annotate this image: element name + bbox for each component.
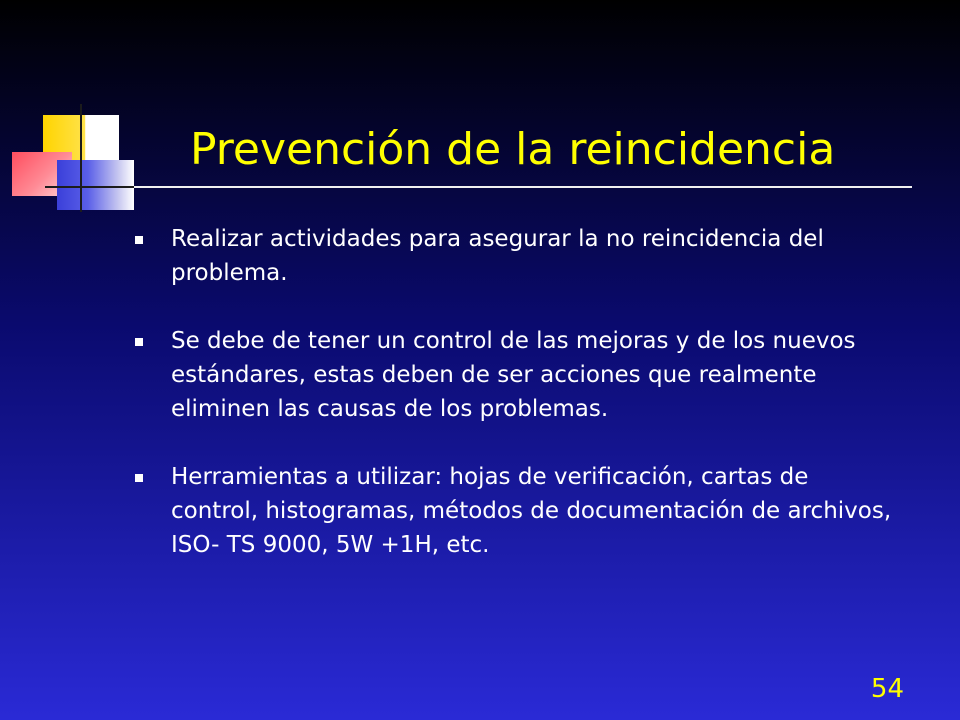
title-underline [134,186,912,188]
bullet-text: Herramientas a utilizar: hojas de verificación, cartas de control, histogramas, métodos de documentación de archivos, ISO- TS 9000, 5W +1H, etc. [171,464,892,558]
slide-title: Prevención de la reincidencia [190,124,836,175]
bullet-item [133,324,893,426]
bullet-list [133,222,893,596]
bullet-item [133,222,893,290]
bullet-item [133,460,893,562]
square-bullet-icon [135,338,143,346]
blue-square [57,160,134,210]
square-bullet-icon [135,236,143,244]
square-bullet-icon [135,474,143,482]
decorative-vertical-line [80,104,82,212]
page-number: 54 [870,674,904,704]
bullet-text: Realizar actividades para asegurar la no reincidencia del problema. [171,226,824,286]
bullet-text: Se debe de tener un control de las mejoras y de los nuevos estándares, estas deben de ser acciones que realmente eliminen las causas de los problemas. [171,328,856,422]
